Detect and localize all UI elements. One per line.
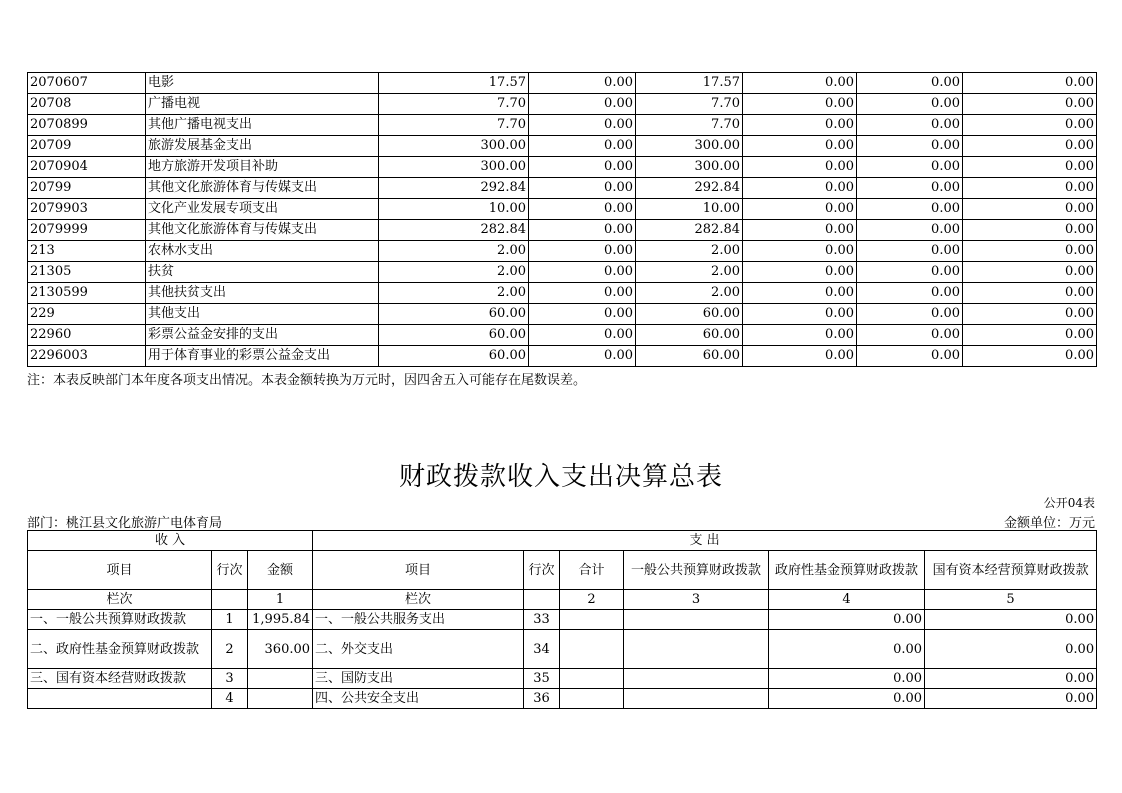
value-cell: 2.00 — [636, 262, 743, 283]
column-index-row — [28, 590, 1097, 610]
value-cell: 0.00 — [529, 304, 636, 325]
value-cell: 300.00 — [379, 157, 529, 178]
income-amount-cell: 1,995.84 — [248, 610, 313, 630]
value-cell: 0.00 — [529, 178, 636, 199]
value-cell: 0.00 — [743, 241, 857, 262]
table-row — [28, 630, 1097, 669]
value-cell: 7.70 — [636, 94, 743, 115]
value-cell: 7.70 — [379, 115, 529, 136]
value-cell: 282.84 — [636, 220, 743, 241]
general-budget-cell — [624, 610, 769, 630]
value-cell: 0.00 — [963, 178, 1097, 199]
income-item-cell: 一、一般公共预算财政拨款 — [28, 610, 212, 630]
value-cell: 0.00 — [529, 262, 636, 283]
value-cell: 0.00 — [743, 220, 857, 241]
income-row-no-cell: 2 — [212, 630, 248, 669]
value-cell: 300.00 — [636, 157, 743, 178]
fund-budget-cell: 0.00 — [769, 689, 925, 709]
total-cell — [560, 689, 624, 709]
fund-budget-cell: 0.00 — [769, 669, 925, 689]
expense-item-header: 项目 — [313, 551, 524, 590]
value-cell: 17.57 — [636, 73, 743, 94]
function-name-cell: 文化产业发展专项支出 — [146, 199, 379, 220]
function-name-cell: 农林水支出 — [146, 241, 379, 262]
expense-row-no-cell: 36 — [524, 689, 560, 709]
function-name-cell: 彩票公益金安排的支出 — [146, 325, 379, 346]
value-cell: 0.00 — [743, 304, 857, 325]
value-cell: 0.00 — [857, 220, 963, 241]
value-cell: 0.00 — [529, 325, 636, 346]
value-cell: 2.00 — [379, 283, 529, 304]
value-cell: 10.00 — [379, 199, 529, 220]
table-row — [28, 115, 1097, 136]
income-row-no-cell: 1 — [212, 610, 248, 630]
table-row — [28, 283, 1097, 304]
expense-header: 支 出 — [313, 531, 1097, 551]
function-name-cell: 电影 — [146, 73, 379, 94]
column-header-row — [28, 551, 1097, 590]
fund-budget-cell: 0.00 — [769, 610, 925, 630]
income-amount-cell: 360.00 — [248, 630, 313, 669]
table-row — [28, 241, 1097, 262]
value-cell: 60.00 — [636, 304, 743, 325]
table-note: 注：本表反映部门本年度各项支出情况。本表金额转换为万元时，因四舍五入可能存在尾数误差。 — [27, 373, 587, 388]
empty-cell — [212, 590, 248, 610]
income-row-no-header: 行次 — [212, 551, 248, 590]
department-label: 部门：桃江县文化旅游广电体育局 — [27, 516, 223, 531]
income-item-cell: 三、国有资本经营财政拨款 — [28, 669, 212, 689]
value-cell: 0.00 — [963, 262, 1097, 283]
income-amount-cell — [248, 689, 313, 709]
value-cell: 282.84 — [379, 220, 529, 241]
value-cell: 0.00 — [963, 136, 1097, 157]
function-name-cell: 扶贫 — [146, 262, 379, 283]
fund-budget-header: 政府性基金预算财政拨款 — [769, 551, 925, 590]
general-budget-cell — [624, 669, 769, 689]
empty-cell — [524, 590, 560, 610]
income-amount-header: 金额 — [248, 551, 313, 590]
state-capital-cell: 0.00 — [925, 610, 1097, 630]
function-code-cell: 20708 — [28, 94, 146, 115]
income-amount-cell — [248, 669, 313, 689]
col-index-2: 2 — [560, 590, 624, 610]
value-cell: 0.00 — [963, 325, 1097, 346]
form-number: 公开04表 — [1043, 496, 1095, 510]
value-cell: 0.00 — [857, 94, 963, 115]
income-row-no-cell: 3 — [212, 669, 248, 689]
function-name-cell: 其他广播电视支出 — [146, 115, 379, 136]
table-row — [28, 73, 1097, 94]
state-capital-cell: 0.00 — [925, 630, 1097, 669]
value-cell: 10.00 — [636, 199, 743, 220]
value-cell: 300.00 — [636, 136, 743, 157]
function-name-cell: 其他文化旅游体育与传媒支出 — [146, 178, 379, 199]
table-row — [28, 304, 1097, 325]
value-cell: 0.00 — [857, 157, 963, 178]
total-cell — [560, 669, 624, 689]
general-budget-header: 一般公共预算财政拨款 — [624, 551, 769, 590]
state-capital-header: 国有资本经营预算财政拨款 — [925, 551, 1097, 590]
value-cell: 0.00 — [743, 325, 857, 346]
value-cell: 0.00 — [529, 220, 636, 241]
value-cell: 7.70 — [379, 94, 529, 115]
value-cell: 0.00 — [857, 199, 963, 220]
value-cell: 2.00 — [636, 241, 743, 262]
income-header: 收 入 — [28, 531, 313, 551]
value-cell: 0.00 — [857, 241, 963, 262]
function-name-cell: 其他扶贫支出 — [146, 283, 379, 304]
value-cell: 0.00 — [857, 325, 963, 346]
table-row — [28, 346, 1097, 367]
value-cell: 0.00 — [963, 115, 1097, 136]
value-cell: 0.00 — [743, 262, 857, 283]
table-row — [28, 220, 1097, 241]
function-code-cell: 2070904 — [28, 157, 146, 178]
function-code-cell: 2070899 — [28, 115, 146, 136]
value-cell: 7.70 — [636, 115, 743, 136]
value-cell: 0.00 — [529, 136, 636, 157]
table-row — [28, 136, 1097, 157]
value-cell: 2.00 — [636, 283, 743, 304]
expense-row-no-cell: 33 — [524, 610, 560, 630]
value-cell: 0.00 — [857, 283, 963, 304]
value-cell: 0.00 — [857, 73, 963, 94]
function-code-cell: 2130599 — [28, 283, 146, 304]
expense-detail-table — [27, 72, 1097, 367]
income-row-no-cell: 4 — [212, 689, 248, 709]
function-code-cell: 20799 — [28, 178, 146, 199]
table-row — [28, 325, 1097, 346]
general-budget-cell — [624, 689, 769, 709]
value-cell: 60.00 — [636, 325, 743, 346]
value-cell: 2.00 — [379, 241, 529, 262]
value-cell: 0.00 — [963, 241, 1097, 262]
income-item-cell — [28, 689, 212, 709]
value-cell: 0.00 — [963, 283, 1097, 304]
col-index-5: 5 — [925, 590, 1097, 610]
fund-budget-cell: 0.00 — [769, 630, 925, 669]
value-cell: 0.00 — [743, 73, 857, 94]
value-cell: 0.00 — [529, 115, 636, 136]
function-code-cell: 2070607 — [28, 73, 146, 94]
function-code-cell: 229 — [28, 304, 146, 325]
value-cell: 2.00 — [379, 262, 529, 283]
value-cell: 0.00 — [529, 199, 636, 220]
expense-item-cell: 二、外交支出 — [313, 630, 524, 669]
value-cell: 0.00 — [743, 199, 857, 220]
function-name-cell: 旅游发展基金支出 — [146, 136, 379, 157]
value-cell: 17.57 — [379, 73, 529, 94]
general-budget-cell — [624, 630, 769, 669]
function-code-cell: 2079999 — [28, 220, 146, 241]
function-name-cell: 广播电视 — [146, 94, 379, 115]
total-cell — [560, 610, 624, 630]
function-name-cell: 用于体育事业的彩票公益金支出 — [146, 346, 379, 367]
expense-row-no-header: 行次 — [524, 551, 560, 590]
value-cell: 292.84 — [379, 178, 529, 199]
value-cell: 0.00 — [529, 157, 636, 178]
value-cell: 0.00 — [857, 178, 963, 199]
value-cell: 0.00 — [857, 262, 963, 283]
function-code-cell: 213 — [28, 241, 146, 262]
table-row — [28, 669, 1097, 689]
amount-unit-label: 金额单位：万元 — [1003, 516, 1095, 531]
value-cell: 0.00 — [857, 346, 963, 367]
table-row — [28, 262, 1097, 283]
section-header-row — [28, 531, 1097, 551]
value-cell: 0.00 — [963, 157, 1097, 178]
value-cell: 0.00 — [963, 94, 1097, 115]
value-cell: 0.00 — [743, 94, 857, 115]
function-name-cell: 其他支出 — [146, 304, 379, 325]
value-cell: 0.00 — [963, 220, 1097, 241]
value-cell: 0.00 — [529, 241, 636, 262]
value-cell: 0.00 — [963, 346, 1097, 367]
value-cell: 0.00 — [529, 94, 636, 115]
function-code-cell: 21305 — [28, 262, 146, 283]
value-cell: 60.00 — [379, 346, 529, 367]
page-title: 财政拨款收入支出决算总表 — [398, 462, 723, 492]
table-row — [28, 157, 1097, 178]
function-name-cell: 地方旅游开发项目补助 — [146, 157, 379, 178]
value-cell: 60.00 — [636, 346, 743, 367]
value-cell: 0.00 — [743, 115, 857, 136]
expense-item-cell: 三、国防支出 — [313, 669, 524, 689]
total-header: 合计 — [560, 551, 624, 590]
function-code-cell: 22960 — [28, 325, 146, 346]
lanci-label-2: 栏次 — [313, 590, 524, 610]
value-cell: 0.00 — [857, 136, 963, 157]
value-cell: 0.00 — [857, 115, 963, 136]
value-cell: 0.00 — [743, 136, 857, 157]
state-capital-cell: 0.00 — [925, 669, 1097, 689]
value-cell: 0.00 — [743, 157, 857, 178]
function-code-cell: 2296003 — [28, 346, 146, 367]
value-cell: 300.00 — [379, 136, 529, 157]
value-cell: 0.00 — [857, 304, 963, 325]
value-cell: 60.00 — [379, 325, 529, 346]
value-cell: 0.00 — [743, 346, 857, 367]
table-row — [28, 689, 1097, 709]
function-code-cell: 20709 — [28, 136, 146, 157]
total-cell — [560, 630, 624, 669]
value-cell: 0.00 — [529, 346, 636, 367]
value-cell: 292.84 — [636, 178, 743, 199]
function-name-cell: 其他文化旅游体育与传媒支出 — [146, 220, 379, 241]
expense-row-no-cell: 34 — [524, 630, 560, 669]
value-cell: 0.00 — [963, 304, 1097, 325]
value-cell: 60.00 — [379, 304, 529, 325]
col-index-3: 3 — [624, 590, 769, 610]
income-item-cell: 二、政府性基金预算财政拨款 — [28, 630, 212, 669]
lanci-label: 栏次 — [28, 590, 212, 610]
col-index-4: 4 — [769, 590, 925, 610]
expense-row-no-cell: 35 — [524, 669, 560, 689]
value-cell: 0.00 — [529, 73, 636, 94]
expense-item-cell: 一、一般公共服务支出 — [313, 610, 524, 630]
value-cell: 0.00 — [743, 178, 857, 199]
expense-item-cell: 四、公共安全支出 — [313, 689, 524, 709]
state-capital-cell: 0.00 — [925, 689, 1097, 709]
summary-table — [27, 530, 1097, 709]
value-cell: 0.00 — [963, 199, 1097, 220]
function-code-cell: 2079903 — [28, 199, 146, 220]
table-row — [28, 610, 1097, 630]
table-row — [28, 199, 1097, 220]
value-cell: 0.00 — [963, 73, 1097, 94]
col-index-1: 1 — [248, 590, 313, 610]
value-cell: 0.00 — [529, 283, 636, 304]
value-cell: 0.00 — [743, 283, 857, 304]
income-item-header: 项目 — [28, 551, 212, 590]
table-row — [28, 178, 1097, 199]
table-row — [28, 94, 1097, 115]
